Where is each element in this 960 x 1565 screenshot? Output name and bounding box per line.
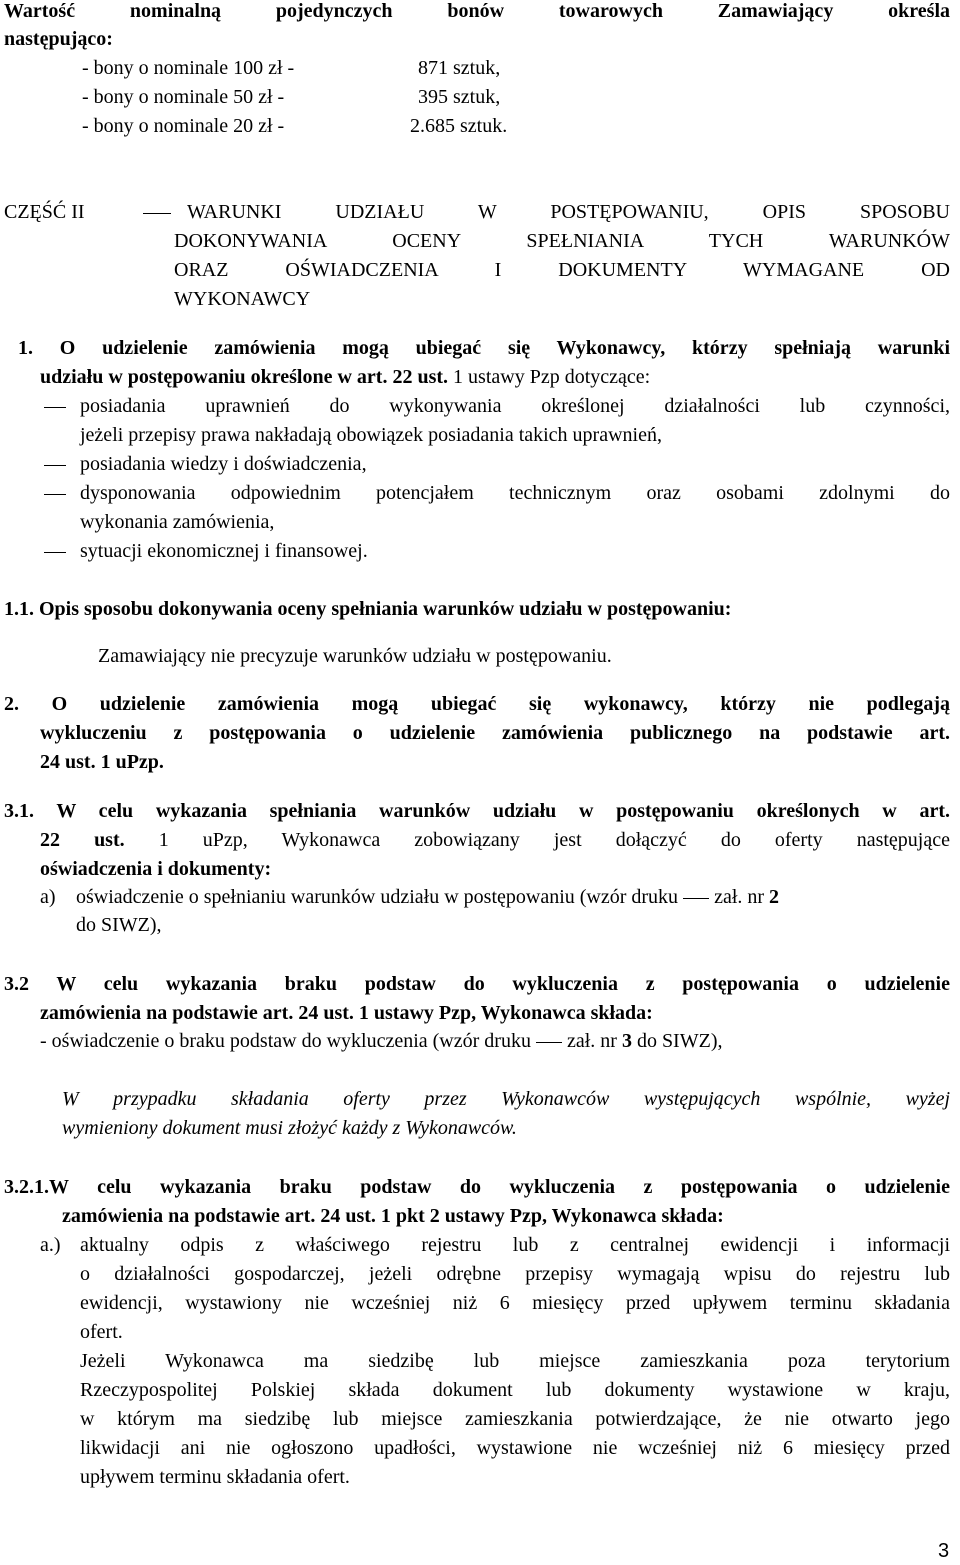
bond-qty: 871 sztuk, (418, 57, 501, 79)
list-dash (44, 407, 66, 408)
section-2-line: 24 ust. 1 uPzp. (40, 751, 164, 773)
statement-text-b: zał. nr (561, 1030, 622, 1052)
list-dash (44, 552, 66, 553)
section-2-line: 2. O udzielenie zamówienia mogą ubiegać się wykonawcy, którzy nie podlegają (4, 693, 950, 715)
page-number: 3 (938, 1540, 950, 1562)
section-3-1-text: 1 uPzp, Wykonawca zobowiązany jest dołączyć do oferty następujące (124, 829, 950, 851)
paragraph-line: ewidencji, wystawiony nie wcześniej niż 6 miesięcy przed upływem terminu składania (80, 1292, 950, 1314)
part-heading: DOKONYWANIA OCENY SPEŁNIANIA TYCH WARUNKÓW (174, 230, 950, 252)
paragraph-line: upływem terminu składania ofert. (80, 1466, 350, 1488)
list-dash (44, 465, 66, 466)
bond-label: - bony o nominale 20 zł - (82, 115, 285, 137)
list-item: dysponowania odpowiednim potencjałem technicznym oraz osobami zdolnymi do (80, 482, 950, 504)
section-3-1-bold: 22 ust. (40, 829, 125, 851)
bond-label: - bony o nominale 100 zł - (82, 57, 295, 79)
item-text (76, 886, 779, 908)
section-1-rest: 1 ustawy Pzp dotyczące: (448, 366, 651, 388)
italic-note: W przypadku składania oferty przez Wykonawców występujących wspólnie, wyżej (62, 1088, 950, 1110)
section-3-2-1-bold: zamówienia na podstawie art. 24 ust. (62, 1205, 376, 1227)
intro-line: Wartość nominalną pojedynczych bonów towarowych Zamawiający określa (4, 0, 950, 22)
inline-dash (683, 898, 709, 899)
paragraph-line: Rzeczypospolitej Polskiej składa dokument lub dokumenty wystawione w kraju, (80, 1379, 950, 1401)
section-2-line: wykluczeniu z postępowania o udzielenie zamówienia publicznego na podstawie art. (40, 722, 950, 744)
list-item: wykonania zamówienia, (80, 511, 275, 533)
intro-line: następująco: (4, 28, 113, 50)
section-1-line: 1. O udzielenie zamówienia mogą ubiegać się Wykonawcy, którzy spełniają warunki (18, 337, 950, 359)
section-3-2-line (40, 1030, 722, 1052)
section-1-1-text: Zamawiający nie precyzuje warunków udziału w postępowaniu. (98, 645, 612, 667)
list-item: sytuacji ekonomicznej i finansowej. (80, 540, 368, 562)
section-3-2-rest: 1 ustawy Pzp, Wykonawca składa: (353, 1002, 653, 1024)
section-3-1-line (40, 829, 950, 851)
heading-dash (143, 213, 171, 214)
section-3-2-1-rest: 1 pkt 2 ustawy Pzp, Wykonawca składa: (375, 1205, 724, 1227)
part-label: CZĘŚĆ II (4, 201, 85, 223)
inline-dash (536, 1042, 562, 1043)
item-marker: a.) (40, 1234, 61, 1256)
bond-label: - bony o nominale 50 zł - (82, 86, 285, 108)
part-heading: WARUNKI UDZIAŁU W POSTĘPOWANIU, OPIS SPOSOBU (187, 201, 950, 223)
bond-qty: 2.685 sztuk. (410, 115, 508, 137)
item-marker: a) (40, 886, 56, 908)
paragraph-line: likwidacji ani nie ogłoszono upadłości, wystawione nie wcześniej niż 6 miesięcy przed (80, 1437, 950, 1459)
paragraph-line: w którym ma siedzibę lub miejsce zamieszkania potwierdzające, że nie otwarto jego (80, 1408, 950, 1430)
attachment-number: 3 (621, 1030, 632, 1052)
section-3-2-line: 3.2 W celu wykazania braku podstaw do wykluczenia z postępowania o udzielenie (4, 973, 950, 995)
item-text-b: zał. nr (709, 886, 770, 908)
section-3-1-line: oświadczenia i dokumenty: (40, 858, 272, 880)
section-1-line (40, 366, 650, 388)
bond-qty: 395 sztuk, (418, 86, 501, 108)
section-3-2-1-line: 3.2.1.W celu wykazania braku podstaw do wykluczenia z postępowania o udzielenie (4, 1176, 950, 1198)
paragraph-line: ofert. (80, 1321, 123, 1343)
list-item: posiadania uprawnień do wykonywania określonej działalności lub czynności, (80, 395, 950, 417)
paragraph-line: aktualny odpis z właściwego rejestru lub z centralnej ewidencji i informacji (80, 1234, 950, 1256)
list-item: jeżeli przepisy prawa nakładają obowiązek posiadania takich uprawnień, (80, 424, 662, 446)
list-dash (44, 494, 66, 495)
attachment-number: 2 (769, 886, 780, 908)
item-text-a: oświadczenie o spełnianiu warunków udziału w postępowaniu (wzór druku (76, 886, 684, 908)
section-1-1-heading: 1.1. Opis sposobu dokonywania oceny spełniania warunków udziału w postępowaniu: (4, 598, 732, 620)
item-text: do SIWZ), (76, 914, 162, 936)
section-3-2-line (40, 1002, 653, 1024)
italic-note: wymieniony dokument musi złożyć każdy z Wykonawców. (62, 1117, 517, 1139)
section-1-bold: udziału w postępowaniu określone w art. 22 ust. (40, 366, 449, 388)
statement-text-c: do SIWZ), (631, 1030, 723, 1052)
section-3-2-1-line (62, 1205, 724, 1227)
paragraph-line: Jeżeli Wykonawca ma siedzibę lub miejsce zamieszkania poza terytorium (80, 1350, 950, 1372)
section-3-2-bold: zamówienia na podstawie art. 24 ust. (40, 1002, 354, 1024)
part-heading: WYKONAWCY (174, 288, 311, 310)
section-3-1-line: 3.1. W celu wykazania spełniania warunków udziału w postępowaniu określonych w art. (4, 800, 950, 822)
list-item: posiadania wiedzy i doświadczenia, (80, 453, 367, 475)
part-heading: ORAZ OŚWIADCZENIA I DOKUMENTY WYMAGANE OD (174, 259, 950, 281)
paragraph-line: o działalności gospodarczej, jeżeli odrębne przepisy wymagają wpisu do rejestru lub (80, 1263, 950, 1285)
statement-text-a: - oświadczenie o braku podstaw do wykluczenia (wzór druku (40, 1030, 536, 1052)
